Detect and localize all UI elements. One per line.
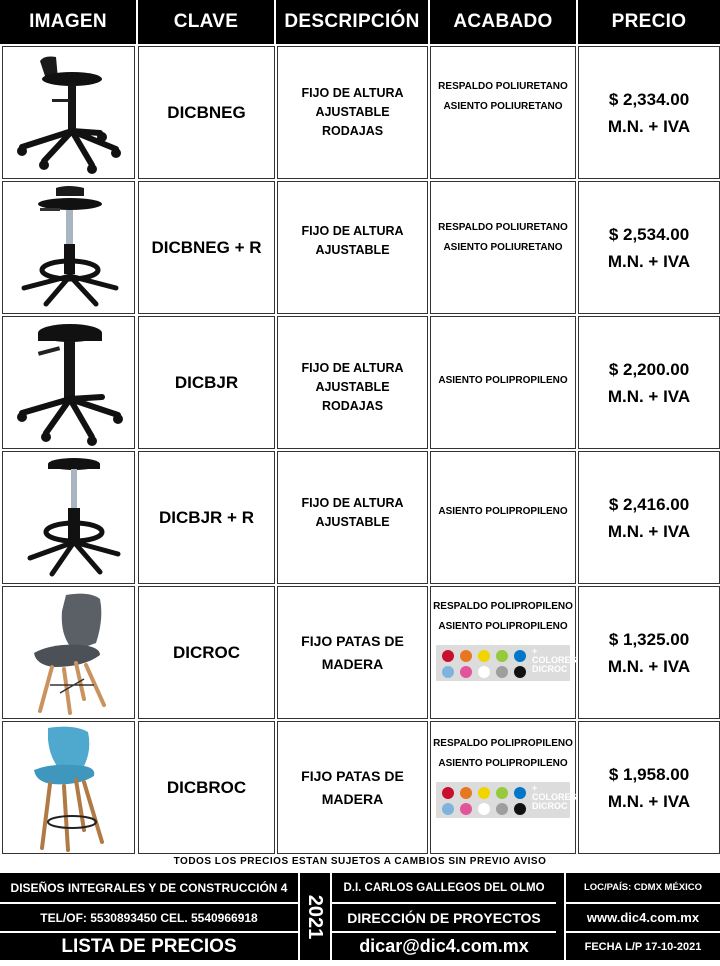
footer-email[interactable]: dicar@dic4.com.mx (359, 936, 529, 956)
row-5-acabado-line-2: ASIENTO POLIPROPILENO (438, 621, 568, 632)
row-2-descripcion: FIJO DE ALTURA AJUSTABLE (277, 181, 428, 314)
row-5-descripcion: FIJO PATAS DE MADERA (277, 586, 428, 719)
swatch-gray (496, 803, 508, 815)
stool-round-footring-image (4, 454, 134, 582)
footer-price-list-title: LISTA DE PRECIOS (61, 935, 237, 957)
row-1-clave: DICBNEG (138, 46, 275, 179)
swatch-label (532, 647, 577, 674)
footer-phone: TEL/OF: 5530893450 CEL. 5540966918 (40, 910, 258, 925)
row-5-precio-amount: $ 1,325.00 (608, 629, 690, 649)
row-2-precio (578, 181, 720, 314)
row-6-descripcion: FIJO PATAS DE MADERA (277, 721, 428, 854)
row-5-acabado (430, 586, 576, 719)
swatch-pink (460, 666, 472, 678)
row-2-precio-amount: $ 2,534.00 (608, 224, 690, 244)
swatch-red (442, 650, 454, 662)
row-3-descripcion: FIJO DE ALTURA AJUSTABLE RODAJAS (277, 316, 428, 449)
swatch-light-blue (442, 666, 454, 678)
swatch-pink (460, 803, 472, 815)
row-2-acabado-line-1: RESPALDO POLIURETANO (438, 222, 568, 233)
color-swatches (436, 782, 577, 818)
header-precio: PRECIO (578, 0, 720, 44)
row-2-image (2, 181, 135, 314)
swatch-yellow (478, 650, 490, 662)
swatch-gray (496, 666, 508, 678)
swatch-colores: COLORES (532, 792, 577, 802)
swatch-label (532, 784, 577, 811)
row-6-acabado (430, 721, 576, 854)
row-1-precio-amount: $ 2,334.00 (608, 89, 690, 109)
row-3-precio-moneda: M.N. + IVA (607, 386, 691, 406)
chair-gray-wood-legs-image (4, 589, 134, 717)
row-3-precio (578, 316, 720, 449)
swatch-black (514, 803, 526, 815)
row-6-acabado-line-1: RESPALDO POLIPROPILENO (433, 738, 573, 749)
row-2-acabado (430, 181, 576, 314)
row-2-clave: DICBNEG + R (138, 181, 275, 314)
row-3-precio-amount: $ 2,200.00 (608, 359, 690, 379)
swatch-brand: DICROC (532, 664, 568, 674)
swatch-green (496, 650, 508, 662)
row-3-image (2, 316, 135, 449)
row-3-acabado-line-1: ASIENTO POLIPROPILENO (438, 375, 568, 386)
row-2-acabado-line-2: ASIENTO POLIURETANO (443, 242, 563, 253)
row-5-precio-moneda: M.N. + IVA (607, 656, 691, 676)
row-1-descripcion: FIJO DE ALTURA AJUSTABLE RODAJAS (277, 46, 428, 179)
row-2-precio-moneda: M.N. + IVA (607, 251, 691, 271)
footer-date: FECHA L/P 17-10-2021 (584, 940, 702, 953)
row-6-precio (578, 721, 720, 854)
header-descripcion: DESCRIPCIÓN (276, 0, 428, 44)
footer-website[interactable]: www.dic4.com.mx (586, 910, 700, 925)
row-4-precio-moneda: M.N. + IVA (607, 521, 691, 541)
swatch-yellow (478, 787, 490, 799)
footer (0, 873, 720, 960)
stool-round-casters-image (4, 319, 134, 447)
color-swatches (436, 645, 577, 681)
row-5-acabado-line-1: RESPALDO POLIPROPILENO (433, 601, 573, 612)
swatch-white (478, 803, 490, 815)
swatch-blue (514, 787, 526, 799)
footer-year: 2021 (304, 894, 327, 940)
swatch-light-blue (442, 803, 454, 815)
stool-black-backrest-casters-image (4, 49, 134, 177)
swatch-orange (460, 787, 472, 799)
row-3-acabado (430, 316, 576, 449)
swatch-red (442, 787, 454, 799)
header-clave: CLAVE (138, 0, 274, 44)
row-4-precio (578, 451, 720, 584)
row-4-precio-amount: $ 2,416.00 (608, 494, 690, 514)
row-1-precio (578, 46, 720, 179)
swatch-white (478, 666, 490, 678)
row-1-precio-moneda: M.N. + IVA (607, 116, 691, 136)
row-6-clave: DICBROC (138, 721, 275, 854)
price-disclaimer: TODOS LOS PRECIOS ESTAN SUJETOS A CAMBIOS SIN PREVIO AVISO (173, 856, 547, 867)
stool-black-backrest-footring-image (4, 184, 134, 312)
header-imagen: IMAGEN (0, 0, 136, 44)
swatch-orange (460, 650, 472, 662)
swatch-brand: DICROC (532, 801, 568, 811)
row-6-acabado-line-2: ASIENTO POLIPROPILENO (438, 758, 568, 769)
row-4-acabado (430, 451, 576, 584)
row-6-precio-amount: $ 1,958.00 (608, 764, 690, 784)
row-5-precio (578, 586, 720, 719)
row-4-image (2, 451, 135, 584)
swatch-green (496, 787, 508, 799)
row-1-image (2, 46, 135, 179)
swatch-colores: COLORES (532, 655, 577, 665)
swatch-plus: + (532, 646, 538, 656)
row-4-clave: DICBJR + R (138, 451, 275, 584)
row-1-acabado-line-1: RESPALDO POLIURETANO (438, 81, 568, 92)
footer-director: D.I. CARLOS GALLEGOS DEL OLMO (343, 881, 545, 894)
swatch-blue (514, 650, 526, 662)
row-4-descripcion: FIJO DE ALTURA AJUSTABLE (277, 451, 428, 584)
row-6-precio-moneda: M.N. + IVA (607, 791, 691, 811)
row-6-image (2, 721, 135, 854)
footer-department: DIRECCIÓN DE PROYECTOS (347, 909, 541, 926)
row-3-clave: DICBJR (138, 316, 275, 449)
barstool-blue-wood-legs-image (4, 724, 134, 852)
footer-location: LOC/PAÍS: CDMX MÉXICO (583, 882, 703, 893)
footer-company: DISEÑOS INTEGRALES Y DE CONSTRUCCIÓN 4 (10, 880, 288, 895)
row-5-clave: DICROC (138, 586, 275, 719)
swatch-black (514, 666, 526, 678)
row-1-acabado (430, 46, 576, 179)
row-5-image (2, 586, 135, 719)
header-acabado: ACABADO (430, 0, 576, 44)
row-1-acabado-line-2: ASIENTO POLIURETANO (443, 101, 563, 112)
swatch-plus: + (532, 783, 538, 793)
row-4-acabado-line-1: ASIENTO POLIPROPILENO (438, 506, 568, 517)
